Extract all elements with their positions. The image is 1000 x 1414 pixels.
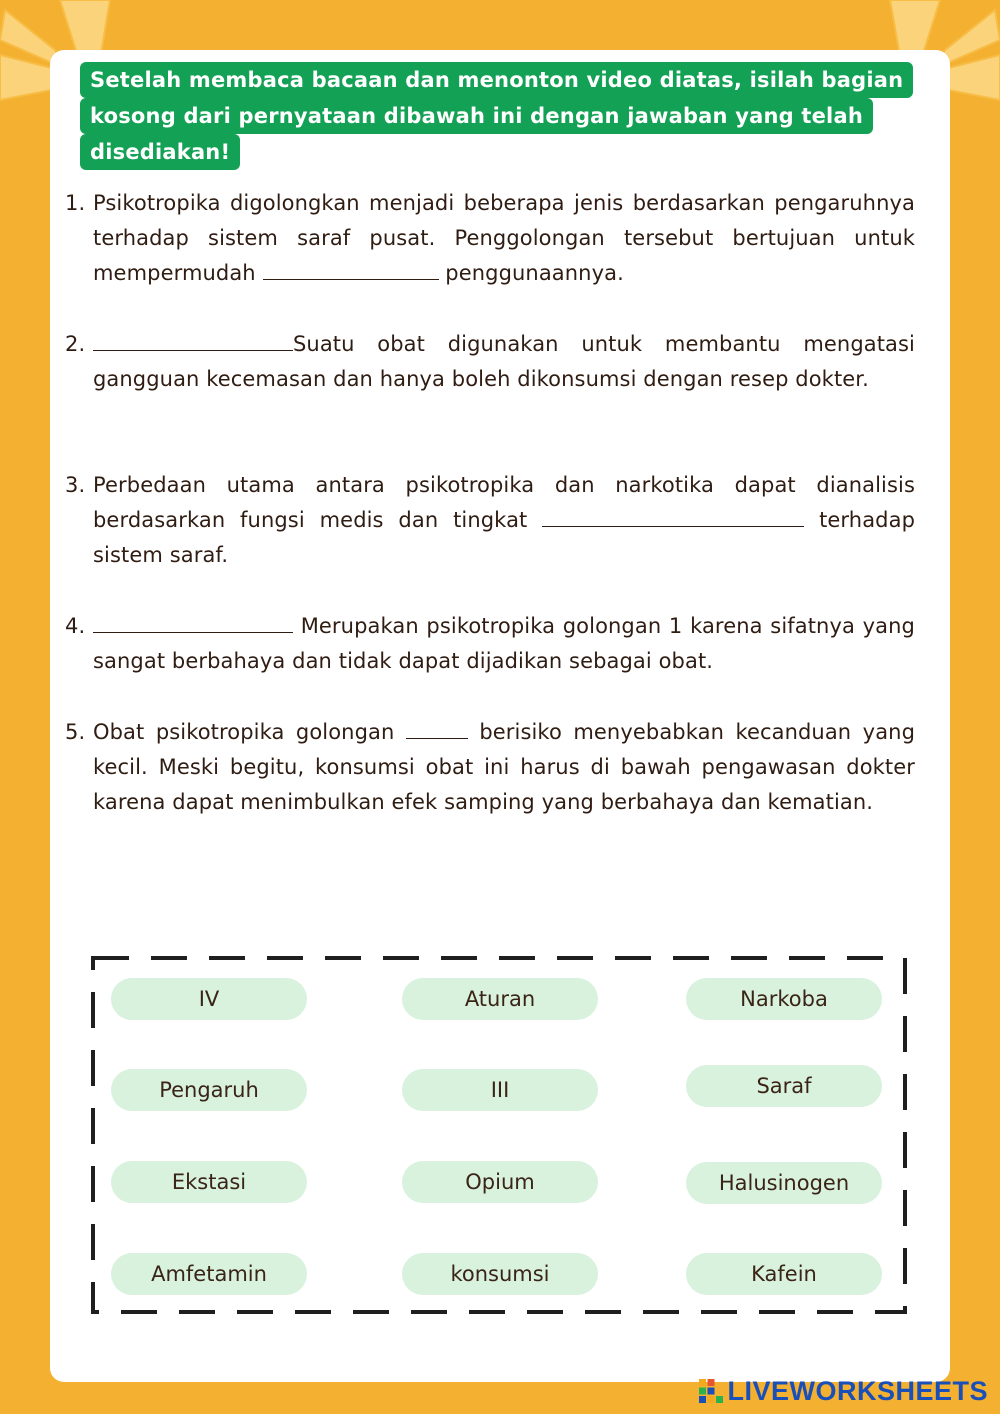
question-number: 4.: [65, 614, 86, 638]
answer-chip[interactable]: IV: [111, 978, 307, 1020]
answer-chip[interactable]: III: [402, 1069, 598, 1111]
question-2: [65, 327, 915, 397]
question-1: [65, 186, 915, 291]
answer-blank[interactable]: [406, 716, 468, 739]
question-text: Suatu obat digunakan untuk membantu mengatasi gangguan kecemasan dan hanya boleh dikonsumsi dengan resep dokter.: [93, 332, 915, 391]
answer-chip[interactable]: Aturan: [402, 978, 598, 1020]
answer-chip[interactable]: Ekstasi: [111, 1161, 307, 1203]
logo-text: LIVEWORKSHEETS: [727, 1375, 988, 1406]
instruction-line-2: kosong dari pernyataan dibawah ini dengan jawaban yang telah: [80, 98, 873, 134]
question-5: [65, 715, 915, 820]
answer-chip[interactable]: Narkoba: [686, 978, 882, 1020]
liveworksheets-logo: [698, 1374, 988, 1408]
question-number: 1.: [65, 191, 86, 215]
question-number: 2.: [65, 332, 86, 356]
question-number: 3.: [65, 473, 86, 497]
question-text: Merupakan psikotropika golongan 1 karena sifatnya yang sangat berbahaya dan tidak dapat dijadikan sebagai obat.: [93, 614, 915, 673]
question-text: terhadap sistem saraf.: [93, 508, 916, 567]
answer-blank[interactable]: [93, 610, 293, 633]
answer-blank[interactable]: [263, 257, 439, 280]
answer-chip[interactable]: Kafein: [686, 1253, 882, 1295]
answer-chip[interactable]: Amfetamin: [111, 1253, 307, 1295]
answer-chip[interactable]: konsumsi: [402, 1253, 598, 1295]
answer-chip[interactable]: Opium: [402, 1161, 598, 1203]
question-text: Psikotropika digolongkan menjadi beberapa jenis berdasarkan pengaruhnya terhadap sistem saraf pusat. Penggolongan tersebut bertujuan untuk mempermudah: [93, 191, 915, 285]
answer-chip[interactable]: Pengaruh: [111, 1069, 307, 1111]
question-text: berisiko menyebabkan kecanduan yang kecil. Meski begitu, konsumsi obat ini harus di bawah pengawasan dokter karena dapat menimbulkan efek samping yang berbahaya dan kematian.: [93, 720, 916, 814]
instruction-line-3: disediakan!: [80, 134, 240, 170]
question-text: Obat psikotropika golongan: [93, 720, 395, 744]
question-3: [65, 468, 915, 573]
answer-blank[interactable]: [542, 504, 804, 527]
question-number: 5.: [65, 720, 86, 744]
answer-blank[interactable]: [93, 328, 293, 351]
answer-chip[interactable]: Saraf: [686, 1065, 882, 1107]
question-4: [65, 609, 915, 679]
instruction-line-1: Setelah membaca bacaan dan menonton video diatas, isilah bagian: [80, 62, 913, 98]
liveworksheets-grid-icon: [698, 1378, 724, 1404]
question-text: penggunaannya.: [445, 261, 624, 285]
question-text: Perbedaan utama antara psikotropika dan narkotika dapat dianalisis berdasarkan fungsi medis dan tingkat: [93, 473, 915, 532]
answer-chip[interactable]: Halusinogen: [686, 1162, 882, 1204]
